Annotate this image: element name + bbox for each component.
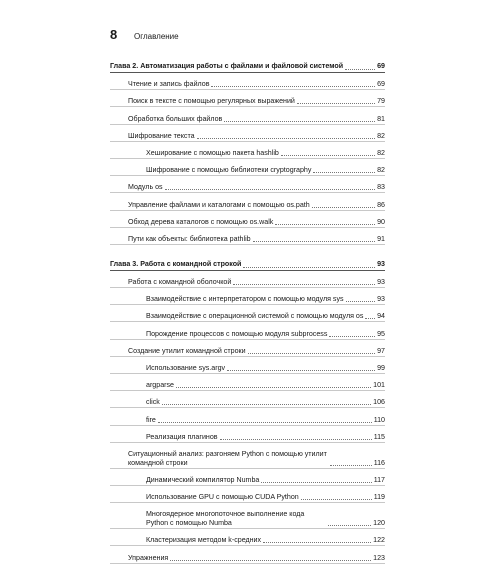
toc-leader <box>165 189 376 190</box>
toc-leader <box>253 241 376 242</box>
toc-entry[interactable] <box>110 443 385 469</box>
toc-entry-title: fire <box>146 415 156 424</box>
toc-leader <box>329 336 375 337</box>
toc-entry[interactable] <box>110 305 385 322</box>
toc-leader <box>227 370 375 371</box>
toc-entry[interactable] <box>110 426 385 443</box>
toc-leader <box>197 138 376 139</box>
toc-entry-title: Взаимодействие с интерпретатором с помощью модуля sys <box>146 295 344 304</box>
toc-leader <box>346 301 376 302</box>
toc-entry-title: Управление файлами и каталогами с помощью os.path <box>128 200 310 209</box>
toc-entry-page: 97 <box>377 346 385 355</box>
toc-leader <box>312 207 375 208</box>
toc-entry-page: 101 <box>373 381 385 390</box>
toc-leader <box>211 86 375 87</box>
toc-entry-title: Реализация плагинов <box>146 432 218 441</box>
toc-entry-page: 82 <box>377 131 385 140</box>
toc-leader <box>248 353 376 354</box>
toc-entry-title: click <box>146 398 160 407</box>
toc-entry[interactable] <box>110 193 385 210</box>
toc-entry-title: Кластеризация методом k-средних <box>146 536 262 545</box>
toc-entry-title: Многоядерное многопоточное выполнение кода Python с помощью Numba <box>146 510 326 528</box>
toc-chapter-title: Глава 3. Работа с командной строкой <box>110 259 242 268</box>
toc-entry-page: 95 <box>377 329 385 338</box>
toc-entry[interactable] <box>110 176 385 193</box>
toc-entry[interactable] <box>110 408 385 425</box>
toc-leader <box>297 103 375 104</box>
toc-chapter-title: Глава 2. Автоматизация работы с файлами и файловой системой <box>110 62 344 70</box>
toc-entry[interactable] <box>110 288 385 305</box>
toc-entry-title: Динамический компилятор Numba <box>146 475 260 484</box>
toc-entry-title: Порождение процессов с помощью модуля subprocess <box>146 329 328 338</box>
toc-leader <box>261 482 371 483</box>
toc-entry-page: 122 <box>373 536 385 545</box>
section-gap <box>110 245 385 256</box>
page-header <box>110 27 179 42</box>
toc-entry[interactable] <box>110 107 385 124</box>
toc-entry-page: 69 <box>377 80 385 89</box>
toc-leader <box>176 387 371 388</box>
toc-entry-title: Шифрование с помощью библиотеки cryptography <box>146 166 312 175</box>
toc-entry-title: argparse <box>146 381 174 390</box>
toc-entry-page: 116 <box>373 458 385 467</box>
toc-entry[interactable] <box>110 90 385 107</box>
toc-entry-title: Использование GPU с помощью CUDA Python <box>146 493 299 502</box>
toc-entry-page: 91 <box>377 234 385 243</box>
toc-leader <box>243 267 375 268</box>
toc-entry[interactable] <box>110 486 385 503</box>
toc-leader <box>162 404 371 405</box>
toc-entry-title: Чтение и запись файлов <box>128 80 210 89</box>
toc-entry[interactable] <box>110 374 385 391</box>
toc-entry-page: 93 <box>377 278 385 287</box>
toc-leader <box>220 439 372 440</box>
toc-entry[interactable] <box>110 469 385 486</box>
toc-entry[interactable] <box>110 357 385 374</box>
toc-entry-page: 79 <box>377 97 385 106</box>
toc-entry[interactable] <box>110 271 385 288</box>
toc-entry[interactable] <box>110 503 385 529</box>
running-title: Оглавление <box>134 32 179 41</box>
table-of-contents <box>110 58 385 564</box>
toc-leader <box>224 121 375 122</box>
toc-entry-page: 82 <box>377 148 385 157</box>
toc-chapter[interactable] <box>110 58 385 73</box>
toc-entry-page: 82 <box>377 166 385 175</box>
toc-entry[interactable] <box>110 159 385 176</box>
toc-entry[interactable] <box>110 322 385 339</box>
toc-entry-title: Поиск в тексте с помощью регулярных выражений <box>128 97 295 106</box>
toc-entry-page: 94 <box>377 312 385 321</box>
toc-leader <box>170 560 371 561</box>
toc-leader <box>263 542 371 543</box>
toc-entry-page: 93 <box>377 295 385 304</box>
toc-entry-title: Ситуационный анализ: разгоняем Python с помощью утилит командной строки <box>128 449 327 467</box>
toc-entry-page: 123 <box>373 553 385 562</box>
toc-chapter-page: 93 <box>377 259 385 268</box>
toc-leader <box>345 69 375 70</box>
toc-entry[interactable] <box>110 228 385 245</box>
toc-entry[interactable] <box>110 340 385 357</box>
toc-entry-page: 90 <box>377 217 385 226</box>
toc-leader <box>365 318 375 319</box>
toc-entry-page: 81 <box>377 114 385 123</box>
toc-entry[interactable] <box>110 529 385 546</box>
toc-entry-title: Работа с командной оболочкой <box>128 278 232 287</box>
toc-entry[interactable] <box>110 73 385 90</box>
toc-leader <box>275 224 375 225</box>
toc-entry-title: Хеширование с помощью пакета hashlib <box>146 148 279 157</box>
toc-entry-page: 120 <box>373 519 385 528</box>
toc-leader <box>330 465 372 466</box>
toc-entry-title: Обработка больших файлов <box>128 114 223 123</box>
toc-entry-page: 110 <box>373 415 385 424</box>
toc-leader <box>158 422 372 423</box>
toc-entry-title: Модуль os <box>128 183 163 192</box>
toc-entry[interactable] <box>110 546 385 563</box>
toc-entry-page: 99 <box>377 364 385 372</box>
toc-entry-title: Создание утилит командной строки <box>128 346 246 355</box>
toc-leader <box>313 172 375 173</box>
toc-leader <box>281 155 375 156</box>
toc-entry-page: 83 <box>377 183 385 192</box>
toc-entry-title: Использование sys.argv <box>146 364 226 372</box>
toc-entry-title: Взаимодействие с операционной системой с помощью модуля os <box>146 312 364 321</box>
toc-entry-page: 106 <box>373 398 385 407</box>
toc-chapter-page: 69 <box>377 62 385 70</box>
toc-entry-page: 117 <box>373 475 385 484</box>
toc-leader <box>328 525 371 526</box>
page-number: 8 <box>110 27 118 42</box>
toc-leader <box>233 284 375 285</box>
toc-entry[interactable] <box>110 125 385 142</box>
toc-entry-title: Шифрование текста <box>128 131 195 140</box>
toc-entry-page: 115 <box>373 432 385 441</box>
toc-chapter[interactable] <box>110 256 385 271</box>
toc-entry-page: 119 <box>373 493 385 502</box>
toc-entry-title: Пути как объекты: библиотека pathlib <box>128 234 251 243</box>
toc-entry-page: 86 <box>377 200 385 209</box>
toc-entry[interactable] <box>110 391 385 408</box>
toc-entry[interactable] <box>110 142 385 159</box>
toc-entry[interactable] <box>110 211 385 228</box>
toc-entry-title: Упражнения <box>128 553 169 562</box>
toc-entry-title: Обход дерева каталогов с помощью os.walk <box>128 217 274 226</box>
